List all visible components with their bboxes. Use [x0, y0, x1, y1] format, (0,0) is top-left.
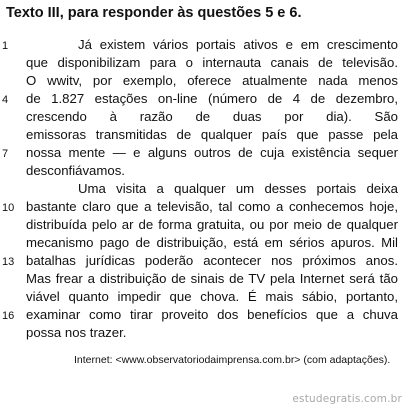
- text-line: de 1.827 estações on-line (número de 4 de dezembro,: [26, 91, 398, 106]
- line-number-16: 16: [2, 310, 15, 322]
- line-number-13: 13: [2, 256, 15, 268]
- text-line: distribuída pelo ar de forma gratuita, ou por meio de qualquer: [26, 217, 398, 232]
- source-citation: Internet: <www.observatoriodaimprensa.com.br> (com adaptações).: [74, 354, 391, 366]
- text-title: Texto III, para responder às questões 5 e 6.: [6, 5, 302, 21]
- text-line: crescendo à razão de duas por dia). São: [26, 109, 398, 124]
- text-line: possa nos trazer.: [26, 325, 127, 340]
- line-number-4: 4: [2, 94, 9, 106]
- text-line: viável quanto impedir que chova. É mais sábio, portanto,: [26, 289, 398, 304]
- text-line: mecanismo pago de distribuição, está em sérios apuros. Mil: [26, 235, 398, 250]
- line-number-10: 10: [2, 202, 15, 214]
- line-number-7: 7: [2, 148, 9, 160]
- text-line: Já existem vários portais ativos e em crescimento: [78, 37, 398, 52]
- text-line: Mas frear a distribuição de sinais de TV pela Internet será tão: [26, 271, 398, 286]
- text-line: Uma visita a qualquer um desses portais deixa: [78, 181, 398, 196]
- text-line: bastante claro que a televisão, tal como a conhecemos hoje,: [26, 199, 398, 214]
- text-line: examinar como tirar proveito dos benefícios que a chuva: [26, 307, 398, 322]
- text-line: batalhas jurídicas poderão acontecer nos próximos anos.: [26, 253, 398, 268]
- line-number-1: 1: [2, 40, 9, 52]
- text-line: O wwitv, por exemplo, oferece atualmente nada menos: [26, 73, 398, 88]
- text-line: que disponibilizam para o internauta canais de televisão.: [26, 55, 398, 70]
- site-watermark: estudegratis.com.br: [292, 393, 402, 405]
- text-line: desconfiávamos.: [26, 163, 125, 178]
- text-line: emissoras transmitidas de qualquer país que passe pela: [26, 127, 398, 142]
- text-line: nossa mente — e alguns outros de cuja existência sequer: [26, 145, 398, 160]
